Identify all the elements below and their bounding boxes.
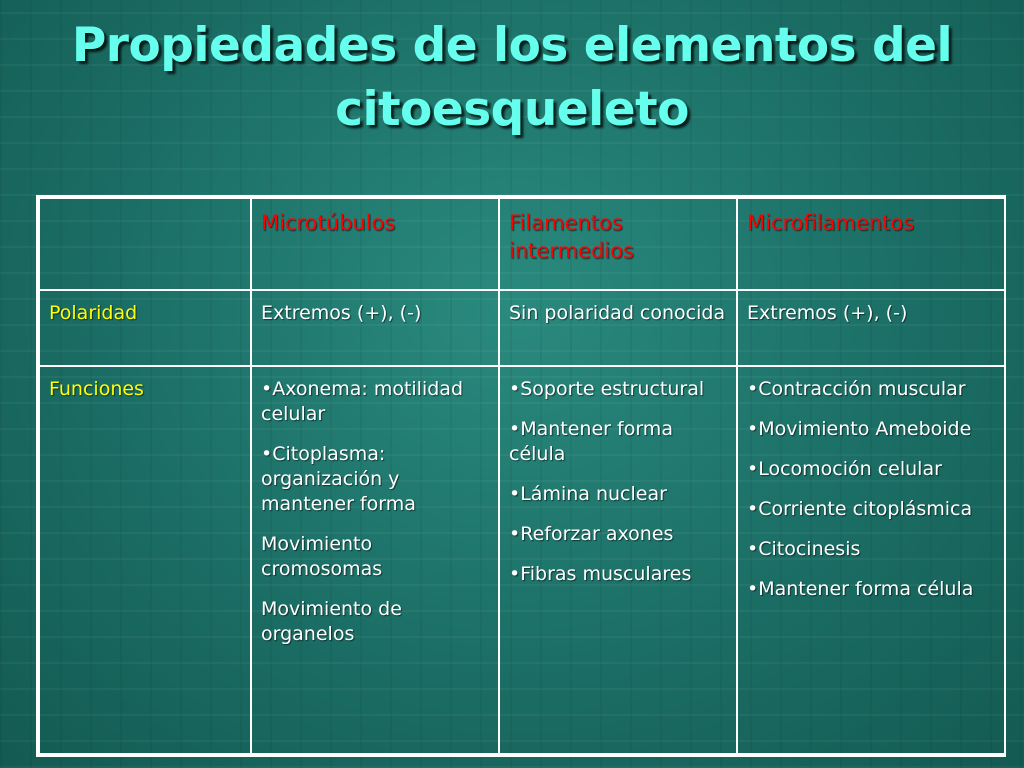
row-label-funciones: Funciones <box>39 366 251 754</box>
list-item <box>747 457 996 482</box>
list-item-text: Movimiento cromosomas <box>261 533 383 580</box>
cell-funciones-intermedios <box>499 366 737 754</box>
list-item <box>747 377 996 402</box>
list-item <box>747 497 996 522</box>
list-microtubulos <box>261 377 490 647</box>
list-item <box>261 442 490 517</box>
list-item-text: Contracción muscular <box>758 378 966 400</box>
list-item <box>509 482 728 507</box>
list-item <box>747 577 996 602</box>
bullet: • <box>747 378 759 400</box>
bullet: • <box>509 523 521 545</box>
list-item-text: Citoplasma: organización y mantener forma <box>261 443 416 515</box>
list-item <box>747 417 996 442</box>
properties-table <box>36 195 1006 757</box>
list-item-text: Mantener forma célula <box>509 418 673 465</box>
bullet: • <box>747 498 759 520</box>
cell-polaridad-intermedios: Sin polaridad conocida <box>499 290 737 366</box>
cell-polaridad-microfilamentos: Extremos (+), (-) <box>737 290 1005 366</box>
cell-polaridad-microtubulos: Extremos (+), (-) <box>251 290 499 366</box>
bullet: • <box>261 443 273 465</box>
cell-funciones-microtubulos <box>251 366 499 754</box>
list-item-text: Axonema: motilidad celular <box>261 378 464 425</box>
header-cell-empty <box>39 198 251 290</box>
list-item-text: Fibras musculares <box>520 563 692 585</box>
slide-title: Propiedades de los elementos del citoesqueleto <box>71 18 953 137</box>
list-item <box>261 597 490 647</box>
list-microfilamentos <box>747 377 996 602</box>
header-cell-microtubulos: Microtúbulos <box>251 198 499 290</box>
header-cell-filamentos-intermedios: Filamentos intermedios <box>499 198 737 290</box>
bullet: • <box>509 563 521 585</box>
list-item-text: Citocinesis <box>758 538 861 560</box>
bullet: • <box>509 378 521 400</box>
list-item-text: Corriente citoplásmica <box>758 498 973 520</box>
list-item <box>509 562 728 587</box>
list-item-text: Soporte estructural <box>520 378 705 400</box>
list-item <box>261 532 490 582</box>
bullet: • <box>747 538 759 560</box>
list-item-text: Lámina nuclear <box>520 483 667 505</box>
list-item <box>509 522 728 547</box>
list-item <box>261 377 490 427</box>
bullet: • <box>747 458 759 480</box>
bullet: • <box>747 418 759 440</box>
list-item-text: Movimiento de organelos <box>261 598 402 645</box>
list-item-text: Movimiento Ameboide <box>758 418 972 440</box>
header-cell-microfilamentos: Microfilamentos <box>737 198 1005 290</box>
cell-funciones-microfilamentos <box>737 366 1005 754</box>
table-row-funciones <box>39 366 1005 754</box>
list-item-text: Reforzar axones <box>520 523 674 545</box>
list-item <box>509 377 728 402</box>
bullet: • <box>747 578 759 600</box>
list-item <box>509 417 728 467</box>
header-row <box>39 198 1005 290</box>
list-item-text: Locomoción celular <box>758 458 942 480</box>
bullet: • <box>509 418 521 440</box>
table-row-polaridad <box>39 290 1005 366</box>
bullet: • <box>509 483 521 505</box>
list-item-text: Mantener forma célula <box>758 578 974 600</box>
row-label-polaridad: Polaridad <box>39 290 251 366</box>
table <box>38 197 1006 755</box>
list-intermedios <box>509 377 728 587</box>
bullet: • <box>261 378 273 400</box>
list-item <box>747 537 996 562</box>
